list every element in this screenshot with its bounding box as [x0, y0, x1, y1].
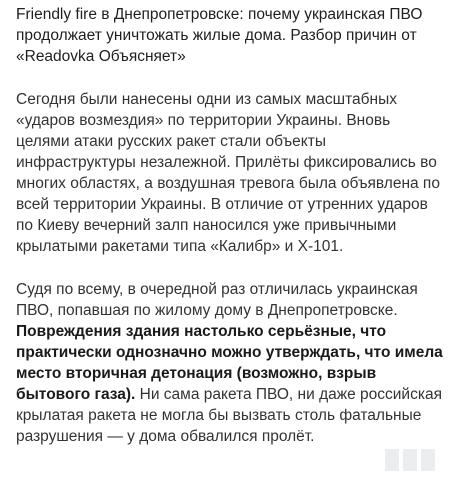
paragraph-2-end: Ни сама ракета ПВО, ни даже российская крылатая ракета не могла бы вызвать столь фатальные разрушения — у дома обвалился пролёт. [16, 386, 442, 445]
paragraph-2 [16, 279, 446, 447]
post-title: Friendly fire в Днепропетровске: почему украинская ПВО продолжает уничтожать жилые дома. Разбор причин от «Readovka Объясняет» [16, 6, 423, 65]
paragraph-2-bold: Повреждения здания настолько серьёзные, что практически однозначно можно утверждать, что имела место вторичная детонация (возможно, взрыв бытового газа). [16, 323, 443, 403]
paragraph-1: Сегодня были нанесены одни из самых масштабных «ударов возмездия» по территории Украины. Вновь целями атаки русских ракет стали объекты инфраструктуры незалежной. Прилёты фиксировались во многих областях, а воздушная тревога была объявлена по всей территории Украины. В отличие от утренних ударов по Киеву вечерний залп наносился уже привычными крылатыми ракетами типа «Калибр» и Х-101. [16, 91, 440, 255]
watermark-logo-icon [383, 445, 439, 475]
paragraph-2-start: Судя по всему, в очередной раз отличилась украинская ПВО, попавшая по жилому дому в Днепропетровске. [16, 281, 418, 319]
post-body [16, 4, 446, 447]
